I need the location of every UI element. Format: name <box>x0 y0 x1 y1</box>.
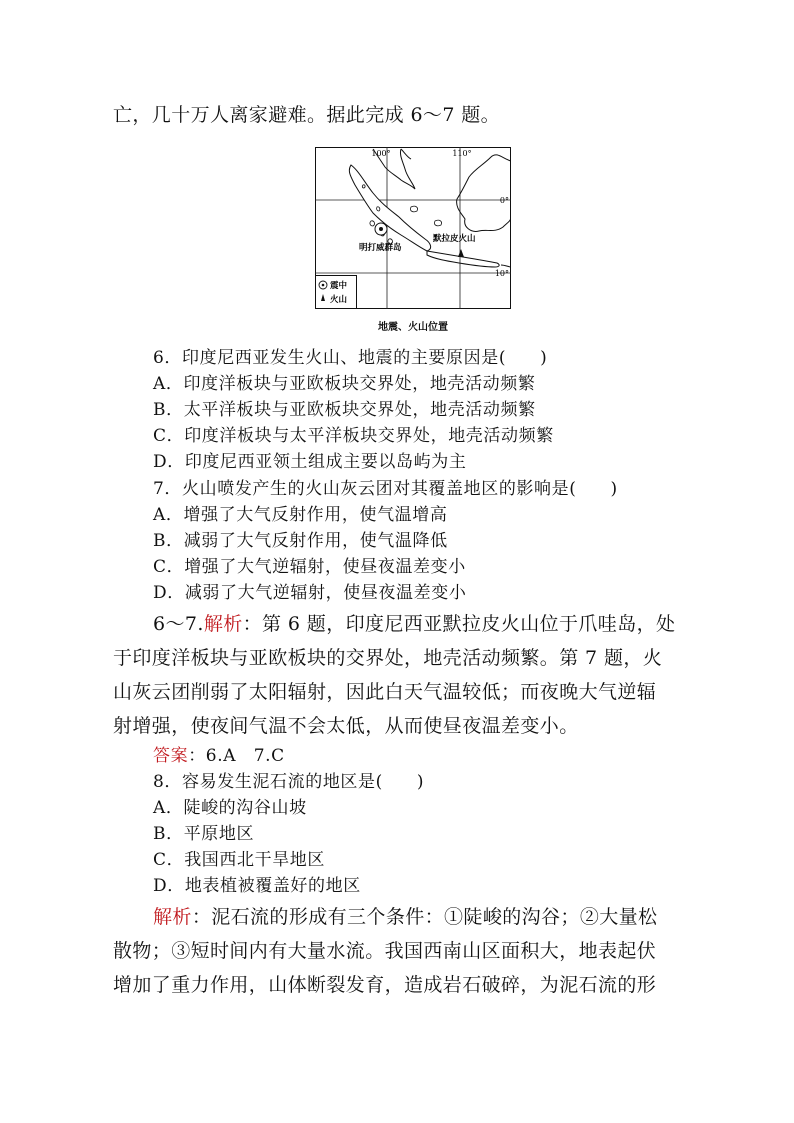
lat-label-0: 0° <box>499 196 509 205</box>
q7-stem-text: 7．火山喷发产生的火山灰云团对其覆盖地区的影响是( <box>153 479 577 499</box>
analysis67-text-1: ：第 6 题，印度尼西亚默拉皮火山位于爪哇岛，处 <box>242 613 676 635</box>
analysis67-prefix: 6～7. <box>153 613 204 635</box>
answer67-text: ：6.A 7.C <box>188 746 285 766</box>
legend-quake-label: 震中 <box>330 281 348 291</box>
q6-option-c: C．印度洋板块与太平洋板块交界处，地壳活动频繁 <box>153 426 554 446</box>
q8-option-d: D．地表植被覆盖好的地区 <box>153 876 361 896</box>
q6-option-b: B．太平洋板块与亚欧板块交界处，地壳活动频繁 <box>153 400 536 420</box>
island-label: 明打威群岛 <box>359 243 402 253</box>
q8-option-c: C．我国西北干旱地区 <box>153 850 326 870</box>
analysis67-line-4: 射增强，使夜间气温不会太低，从而使昼夜温差变小。 <box>113 715 579 737</box>
q6-stem-text: 6．印度尼西亚发生火山、地震的主要原因是( <box>153 348 507 368</box>
analysis67-line-2: 于印度洋板块与亚欧板块的交界处，地壳活动频繁。第 7 题，火 <box>113 647 663 669</box>
analysis67-line-1 <box>153 612 675 636</box>
analysis8-line-2: 散物；③短时间内有大量水流。我国西南山区面积大，地表起伏 <box>113 940 657 962</box>
lon-label-110: 110° <box>452 149 472 158</box>
lon-label-100: 100° <box>371 149 391 158</box>
analysis67-line-3: 山灰云团削弱了太阳辐射，因此白天气温较低；而夜晚大气逆辐 <box>113 681 657 703</box>
q8-close: ) <box>416 772 425 792</box>
q6-option-a: A．印度洋板块与亚欧板块交界处，地壳活动频繁 <box>153 374 536 394</box>
q6-stem <box>153 346 547 370</box>
q8-stem-text: 8．容易发生泥石流的地区是( <box>153 772 383 792</box>
q8-option-b: B．平原地区 <box>153 824 255 844</box>
analysis8-line-1 <box>153 905 657 929</box>
q7-close: ) <box>610 479 618 499</box>
analysis8-line-3: 增加了重力作用，山体断裂发育，造成岩石破碎，为泥石流的形 <box>113 974 657 996</box>
q7-option-c: C．增强了大气逆辐射，使昼夜温差变小 <box>153 557 466 577</box>
answer67-label: 答案 <box>153 746 189 766</box>
q7-option-a: A．增强了大气反射作用，使气温增高 <box>153 505 448 525</box>
analysis8-label: 解析 <box>153 906 192 928</box>
lat-label-10: 10° <box>494 269 509 278</box>
q7-option-b: B．减弱了大气反射作用，使气温降低 <box>153 531 448 551</box>
analysis67-label: 解析 <box>203 613 243 635</box>
q7-stem <box>153 477 618 501</box>
q7-option-d: D．减弱了大气逆辐射，使昼夜温差变小 <box>153 583 467 603</box>
legend-volcano-label: 火山 <box>330 295 348 305</box>
q6-close: ) <box>540 348 548 368</box>
q6-option-d: D．印度尼西亚领土组成主要以岛屿为主 <box>153 452 467 472</box>
q8-stem <box>153 770 424 794</box>
quake-volcano-map <box>315 147 511 309</box>
answer67 <box>153 744 285 768</box>
analysis8-text-1: ：泥石流的形成有三个条件：①陡峻的沟谷；②大量松 <box>191 906 658 928</box>
intro-text: 亡，几十万人离家避难。据此完成 6～7 题。 <box>113 104 501 126</box>
volcano-label: 默拉皮火山 <box>433 234 476 244</box>
q8-option-a: A．陡峻的沟谷山坡 <box>153 798 307 818</box>
figure-caption: 地震、火山位置 <box>378 322 448 333</box>
